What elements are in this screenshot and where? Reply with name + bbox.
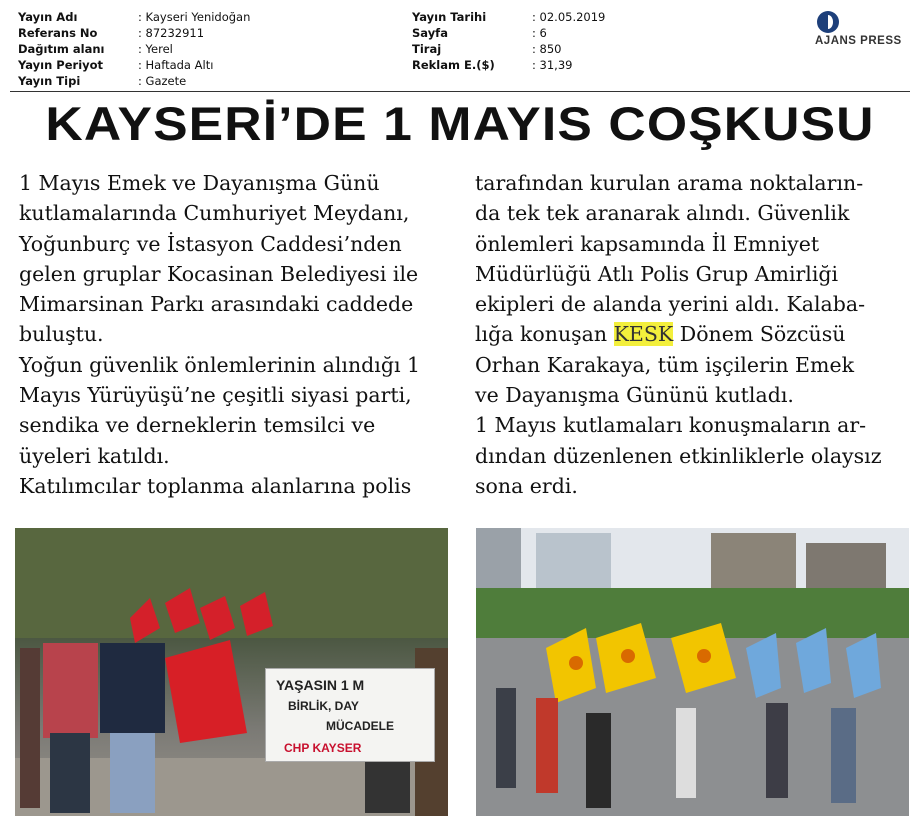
article-line: üyeleri katıldı.	[19, 443, 170, 468]
meta-value: : Gazete	[138, 74, 187, 88]
globe-icon	[817, 11, 839, 33]
article-line: Yoğun güvenlik önlemlerinin alındığı 1	[19, 352, 421, 377]
banner-line: BİRLİK, DAY	[288, 699, 359, 713]
article-line: ve Dayanışma Gününü kutladı.	[475, 383, 794, 408]
article-line: Katılımcılar toplanma alanlarına polis	[19, 473, 412, 498]
publication-meta-left	[18, 9, 250, 89]
article-line: Mayıs Yürüyüşü’ne çeşitli siyasi parti,	[19, 383, 412, 408]
meta-value: : 850	[532, 42, 562, 56]
meta-row	[18, 57, 250, 73]
photo-crowd-illustration	[476, 528, 909, 816]
article-column-left	[19, 168, 449, 501]
meta-label: Yayın Adı	[18, 10, 78, 24]
article-line: Mimarsinan Parkı arasındaki caddede	[19, 292, 414, 317]
publication-meta-right	[412, 9, 605, 73]
article-line: Yoğunburç ve İstasyon Caddesi’nden	[19, 231, 402, 256]
meta-label: Yayın Tarihi	[412, 10, 487, 24]
photo-square-crowd	[476, 528, 909, 816]
meta-row	[18, 9, 250, 25]
article-line: 1 Mayıs kutlamaları konuşmaların ar-	[475, 413, 867, 438]
meta-row	[412, 25, 605, 41]
highlighted-keyword: KESK	[613, 322, 674, 347]
logo-text: AJANS PRESS	[815, 35, 902, 47]
article-line: kutlamalarında Cumhuriyet Meydanı,	[19, 201, 410, 226]
article-line: tarafından kurulan arama noktaların-	[475, 171, 864, 195]
meta-row	[412, 57, 605, 73]
meta-value: : Haftada Altı	[138, 58, 214, 72]
article-text: Dönem Sözcüsü	[673, 322, 846, 347]
banner-line: YAŞASIN 1 M	[276, 677, 365, 693]
article-line: buluştu.	[19, 322, 104, 347]
meta-row	[412, 41, 605, 57]
meta-row	[412, 9, 605, 25]
meta-label: Tiraj	[412, 42, 442, 56]
article-line: Müdürlüğü Atlı Polis Grup Amirliği	[475, 261, 839, 286]
meta-label: Yayın Periyot	[18, 58, 104, 72]
meta-value: : Yerel	[138, 42, 173, 56]
meta-label: Reklam E.($)	[412, 58, 495, 72]
meta-value: : 02.05.2019	[532, 10, 606, 24]
article-line: önlemleri kapsamında İl Emniyet	[475, 231, 820, 256]
article-column-right	[475, 168, 905, 501]
meta-value: : 31,39	[532, 58, 573, 72]
meta-label: Referans No	[18, 26, 98, 40]
meta-label: Dağıtım alanı	[18, 42, 105, 56]
headline: KAYSERİ’DE 1 MAYIS COŞKUSU	[45, 97, 875, 150]
meta-label: Sayfa	[412, 26, 448, 40]
article-line: Orhan Karakaya, tüm işçilerin Emek	[475, 352, 855, 377]
meta-row	[18, 25, 250, 41]
meta-label: Yayın Tipi	[18, 74, 81, 88]
banner-line: CHP KAYSER	[284, 741, 362, 755]
article-text: lığa konuşan	[475, 322, 614, 347]
article-line: dından düzenlenen etkinliklerle olaysız	[475, 443, 882, 468]
article-line: gelen gruplar Kocasinan Belediyesi ile	[19, 261, 419, 286]
article-line: ekipleri de alanda yerini aldı. Kalaba-	[475, 292, 866, 317]
meta-value: : 6	[532, 26, 547, 40]
meta-value: : 87232911	[138, 26, 205, 40]
meta-row	[18, 41, 250, 57]
banner-line: MÜCADELE	[326, 719, 394, 733]
ajans-press-logo	[815, 10, 910, 52]
article-line: da tek tek aranarak alındı. Güvenlik	[475, 201, 850, 226]
article-line: sona erdi.	[475, 473, 578, 498]
meta-row	[18, 73, 250, 89]
meta-value: : Kayseri Yenidoğan	[138, 10, 251, 24]
rally-banner	[265, 668, 435, 762]
article-line: sendika ve derneklerin temsilci ve	[19, 413, 376, 438]
article-line	[475, 319, 905, 349]
article-line: 1 Mayıs Emek ve Dayanışma Günü	[19, 171, 380, 195]
photo-rally-march	[15, 528, 448, 816]
